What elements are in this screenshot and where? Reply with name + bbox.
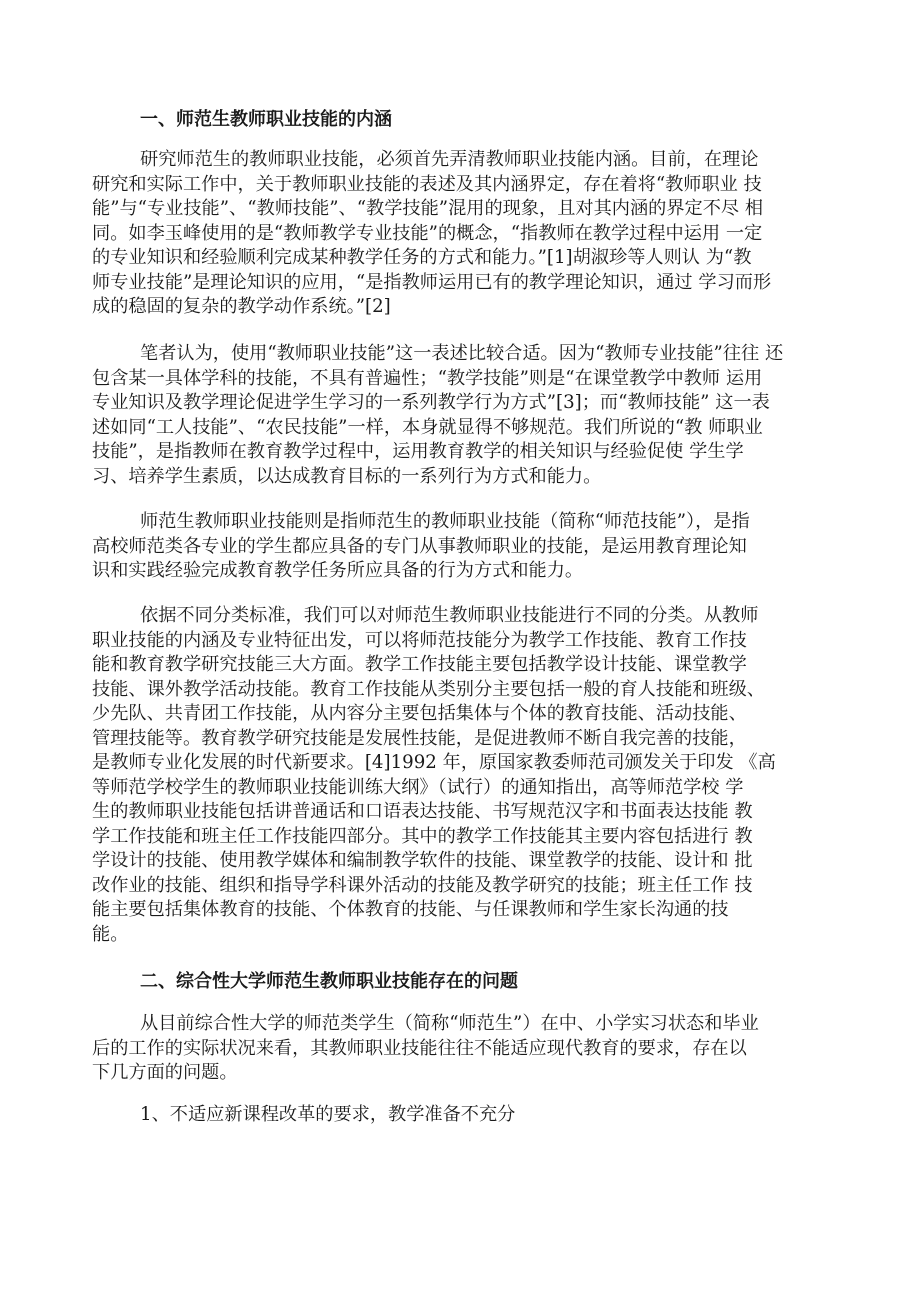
text-line: 师专业技能”是理论知识的应用，“是指教师运用已有的教学理论知识，通过 学习而形 [92,271,772,293]
text-line: 后的工作的实际状况来看，其教师职业技能往往不能适应现代教育的要求，存在以 [92,1037,747,1059]
list-item-1: 1、不适应新课程改革的要求，教学准备不充分 [140,1104,516,1125]
text-line: 识和实践经验完成教育教学任务所应具备的行为方式和能力。 [92,560,584,581]
text-line: 技能、课外教学活动技能。教育工作技能从类别分主要包括一般的育人技能和班级、 [92,678,765,700]
text-line: 习、培养学生素质，以达成教育目标的一系列行为方式和能力。 [92,465,602,487]
paragraph-5 [92,1012,832,1086]
text-line: 等师范学校学生的教师职业技能训练大纲》（试行）的通知指出，高等师范学校 学 [92,776,744,798]
text-line: 下几方面的问题。 [92,1062,238,1083]
paragraph-3 [92,510,832,584]
text-line: 高校师范类各专业的学生都应具备的专门从事教师职业的技能，是运用教育理论知 [92,535,747,557]
text-line: 能。 [92,923,129,945]
text-line: 能和教育教学研究技能三大方面。教学工作技能主要包括教学设计技能、课堂教学 [92,654,747,675]
text-line: 职业技能的内涵及专业特征出发，可以将师范技能分为教学工作技能、教育工作技 [92,629,747,651]
text-line: 依据不同分类标准，我们可以对师范生教师职业技能进行不同的分类。从教师 [140,605,759,626]
text-line: 能主要包括集体教育的技能、个体教育的技能、与任课教师和学生家长沟通的技 [92,899,729,920]
section-heading-2: 二、综合性大学师范生教师职业技能存在的问题 [140,971,518,992]
text-line: 从目前综合性大学的师范类学生（简称“师范生”）在中、小学实习状态和毕业 [140,1013,759,1034]
text-line: 生的教师职业技能包括讲普通话和口语表达技能、书写规范汉字和书面表达技能 教 [92,801,753,822]
text-line: 包含某一具体学科的技能，不具有普遍性；“教学技能”则是“在课堂教学中教师 运用 [92,367,763,389]
text-line: 能”与“专业技能”、“教师技能”、“教学技能”混用的现象，且对其内涵的界定不尽 相 [92,198,764,219]
text-line: 技能”，是指教师在教育教学过程中，运用教育教学的相关知识与经验促使 学生学 [92,441,744,462]
text-line: 述如同“工人技能”、“农民技能”一样，本身就显得不够规范。我们所说的“教 师职业 [92,416,763,438]
text-line: 学工作技能和班主任工作技能四部分。其中的教学工作技能其主要内容包括进行 教 [92,825,753,847]
paragraph-4 [92,604,832,947]
text-line: 研究师范生的教师职业技能，必须首先弄清教师职业技能内涵。目前，在理论 [140,149,759,170]
text-line: 少先队、共青团工作技能，从内容分主要包括集体与个体的教育技能、活动技能、 [92,703,747,724]
text-line: 改作业的技能、组织和指导学科课外活动的技能及教学研究的技能；班主任工作 技 [92,874,753,896]
text-line: 笔者认为，使用“教师职业技能”这一表述比较合适。因为“教师专业技能”往往 还 [140,343,784,364]
text-line: 师范生教师职业技能则是指师范生的教师职业技能（简称“师范技能”），是指 [140,511,750,532]
text-line: 的专业知识和经验顺利完成某种教学任务的方式和能力。”[1]胡淑珍等人则认 为“教 [92,247,752,268]
text-line: 管理技能等。教育教学研究技能是发展性技能，是促进教师不断自我完善的技能， [92,727,747,749]
text-line: 成的稳固的复杂的教学动作系统。”[2] [92,296,391,317]
text-line: 同。如李玉峰使用的是“教师教学专业技能”的概念，“指教师在教学过程中运用 一定 [92,222,763,244]
paragraph-2 [92,342,832,489]
text-line: 学设计的技能、使用教学媒体和编制教学软件的技能、课堂教学的技能、设计和 批 [92,850,753,871]
paragraph-1 [92,148,832,320]
text-line: 是教师专业化发展的时代新要求。[4]1992 年，原国家教委师范司颁发关于印发 《高 [92,752,776,773]
text-line: 研究和实际工作中，关于教师职业技能的表述及其内涵界定，存在着将“教师职业 技 [92,173,762,195]
text-line: 专业知识及教学理论促进学生学习的一系列教学行为方式”[3]；而“教师技能” 这一表 [92,392,770,413]
section-heading-1: 一、师范生教师职业技能的内涵 [140,109,392,130]
